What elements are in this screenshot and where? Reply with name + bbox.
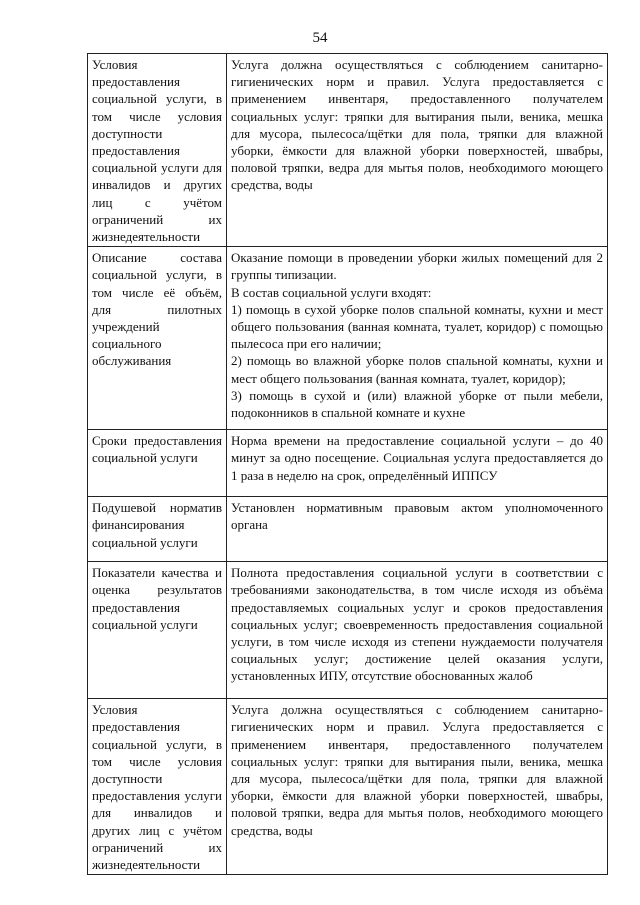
row-value [227, 430, 608, 497]
row-value [227, 54, 608, 247]
value-paragraph: Полнота предоставления социальной услуги в соответствии с требованиями законодательства, в том числе исходя из объёма предоставляемых социальных услуг и сроков предоставления социальных услуг; своевременность предоставления социальной услуги, в том числе исходя из степени нуждаемости получателя социальных услуг; достижение целей оказания услуги, установленных ИПУ, отсутствие обоснованных жалоб [231, 565, 603, 684]
page-number: 54 [312, 30, 328, 46]
row-value [227, 247, 608, 430]
row-value [227, 497, 608, 562]
value-paragraph: 2) помощь во влажной уборке полов спальной комнаты, кухни и мест общего пользования (ванная комната, туалет, коридор); [231, 353, 603, 386]
table-row [88, 562, 608, 699]
table-row [88, 497, 608, 562]
value-paragraph: 3) помощь в сухой и (или) влажной уборке от пыли мебели, подоконников в спальной комнате и кухне [231, 387, 603, 421]
value-paragraph: Норма времени на предоставление социальной услуги – до 40 минут за одно посещение. Социальная услуга предоставляется до 1 раза в неделю на срок, определённый ИППСУ [231, 433, 603, 483]
value-paragraph: В состав социальной услуги входят: [231, 284, 432, 300]
table-row [88, 247, 608, 430]
value-paragraph: Оказание помощи в проведении уборки жилых помещений для 2 группы типизации. [231, 250, 603, 283]
services-table [87, 53, 608, 875]
row-label: Описание состава социальной услуги, в том числе её объём, для пилотных учреждений социального обслуживания [88, 247, 227, 430]
table-row [88, 54, 608, 247]
value-paragraph: Установлен нормативным правовым актом уполномоченного органа [231, 500, 603, 533]
value-paragraph: Услуга должна осуществляться с соблюдением санитарно-гигиенических норм и правил. Услуга предоставляется с применением инвентаря, предоставленного получателем социальных услуг: тряпки для вытирания пыли, веника, мешка для мусора, пылесоса/щётки для пола, тряпки для влажной уборки, ёмкости для влажной уборки поверхностей, швабры, половой тряпки, ведра для мытья полов, необходимого моющего средства, воды [231, 702, 603, 838]
row-value [227, 562, 608, 699]
table-row [88, 699, 608, 875]
row-label: Подушевой норматив финансирования социальной услуги [88, 497, 227, 562]
value-paragraph: 1) помощь в сухой уборке полов спальной комнаты, кухни и мест общего пользования (ванная комната, туалет, коридор) с помощью пылесоса при его наличии; [231, 301, 603, 352]
row-label: Условия предоставления социальной услуги, в том числе условия доступности предоставления социальной услуги для инвалидов и других лиц с учётом ограничений их жизнедеятельности [88, 54, 227, 247]
table-row [88, 430, 608, 497]
row-label: Показатели качества и оценка результатов предоставления социальной услуги [88, 562, 227, 699]
value-paragraph: Услуга должна осуществляться с соблюдением санитарно-гигиенических норм и правил. Услуга предоставляется с применением инвентаря, предоставленного получателем социальных услуг: тряпки для вытирания пыли, веника, мешка для мусора, пылесоса/щётки для пола, тряпки для влажной уборки, ёмкости для влажной уборки поверхностей, швабры, половой тряпки, ведра для мытья полов, необходимого моющего средства, воды [231, 57, 603, 193]
row-label: Условия предоставления социальной услуги, в том числе условия доступности предоставления услуги для инвалидов и других лиц с учётом ограничений их жизнедеятельности [88, 699, 227, 875]
row-label: Сроки предоставления социальной услуги [88, 430, 227, 497]
row-value [227, 699, 608, 875]
